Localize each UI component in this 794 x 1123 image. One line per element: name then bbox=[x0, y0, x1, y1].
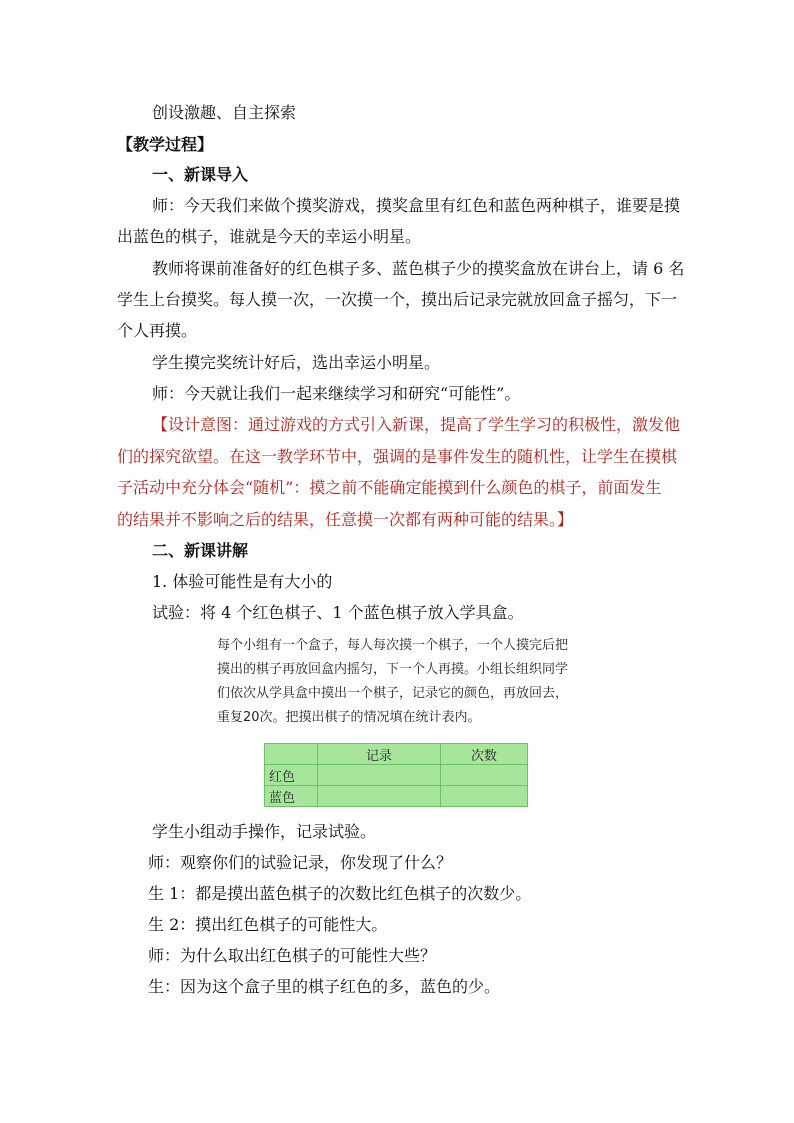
paragraph-line: 试验：将 4 个红色棋子、1 个蓝色棋子放入学具盒。 bbox=[152, 603, 524, 622]
paragraph-line: 师：今天就让我们一起来继续学习和研究“可能性”。 bbox=[152, 384, 521, 403]
table-cell bbox=[441, 786, 528, 807]
table-row-label: 蓝色 bbox=[265, 786, 318, 807]
table-row-label: 红色 bbox=[265, 765, 318, 786]
paragraph-line: 学生小组动手操作，记录试验。 bbox=[152, 822, 377, 841]
table-row bbox=[265, 786, 528, 807]
instruction-box-line: 摸出的棋子再放回盒内摇匀，下一个人再摸。小组长组织同学 bbox=[217, 662, 569, 677]
heading-new-lesson-explain: 二、新课讲解 bbox=[152, 541, 249, 560]
record-table bbox=[264, 743, 528, 807]
paragraph-line: 出蓝色的棋子，谁就是今天的幸运小明星。 bbox=[117, 227, 422, 246]
table-header-cell: 次数 bbox=[441, 744, 528, 765]
design-intent-line: 的结果并不影响之后的结果，任意摸一次都有两种可能的结果。】 bbox=[117, 510, 574, 529]
design-intent-line: 子活动中充分体会“随机”：摸之前不能确定能摸到什么颜色的棋子，前面发生 bbox=[117, 478, 662, 497]
table-row bbox=[265, 765, 528, 786]
table-cell bbox=[441, 765, 528, 786]
section-subtitle: 创设激趣、自主探索 bbox=[152, 103, 297, 122]
instruction-box-line: 重复20次。把摸出棋子的情况填在统计表内。 bbox=[217, 710, 481, 725]
instruction-box-line: 们依次从学具盒中摸出一个棋子，记录它的颜色，再放回去， bbox=[217, 686, 569, 701]
design-intent-line: 们的探究欲望。在这一教学环节中，强调的是事件发生的随机性，让学生在摸棋 bbox=[117, 447, 678, 466]
paragraph-line: 学生摸完奖统计好后，选出幸运小明星。 bbox=[152, 353, 441, 372]
heading-new-lesson-intro: 一、新课导入 bbox=[152, 165, 249, 184]
paragraph-line: 个人再摸。 bbox=[117, 321, 198, 340]
table-cell bbox=[318, 786, 441, 807]
paragraph-line: 师：今天我们来做个摸奖游戏，摸奖盒里有红色和蓝色两种棋子，谁要是摸 bbox=[152, 196, 681, 215]
dialogue-line: 师：为什么取出红色棋子的可能性大些？ bbox=[148, 946, 437, 965]
dialogue-line: 生：因为这个盒子里的棋子红色的多，蓝色的少。 bbox=[148, 977, 501, 996]
dialogue-line: 生 2：摸出红色棋子的可能性大。 bbox=[148, 915, 388, 934]
design-intent-line: 【设计意图：通过游戏的方式引入新课，提高了学生学习的积极性，激发他 bbox=[152, 415, 681, 434]
table-header-row bbox=[265, 744, 528, 765]
table-header-cell: 记录 bbox=[318, 744, 441, 765]
paragraph-line: 教师将课前准备好的红色棋子多、蓝色棋子少的摸奖盒放在讲台上，请 6 名 bbox=[152, 259, 685, 278]
table-cell bbox=[318, 765, 441, 786]
heading-teaching-process: 【教学过程】 bbox=[117, 135, 214, 154]
instruction-box-line: 每个小组有一个盒子，每人每次摸一个棋子，一个人摸完后把 bbox=[217, 638, 569, 653]
dialogue-line: 师：观察你们的试验记录，你发现了什么？ bbox=[148, 853, 453, 872]
paragraph-line: 学生上台摸奖。每人摸一次，一次摸一个，摸出后记录完就放回盒子摇匀，下一 bbox=[117, 290, 678, 309]
subheading-probability: 1. 体验可能性是有大小的 bbox=[152, 572, 333, 591]
dialogue-line: 生 1：都是摸出蓝色棋子的次数比红色棋子的次数少。 bbox=[148, 884, 532, 903]
table-header-cell bbox=[265, 744, 318, 765]
